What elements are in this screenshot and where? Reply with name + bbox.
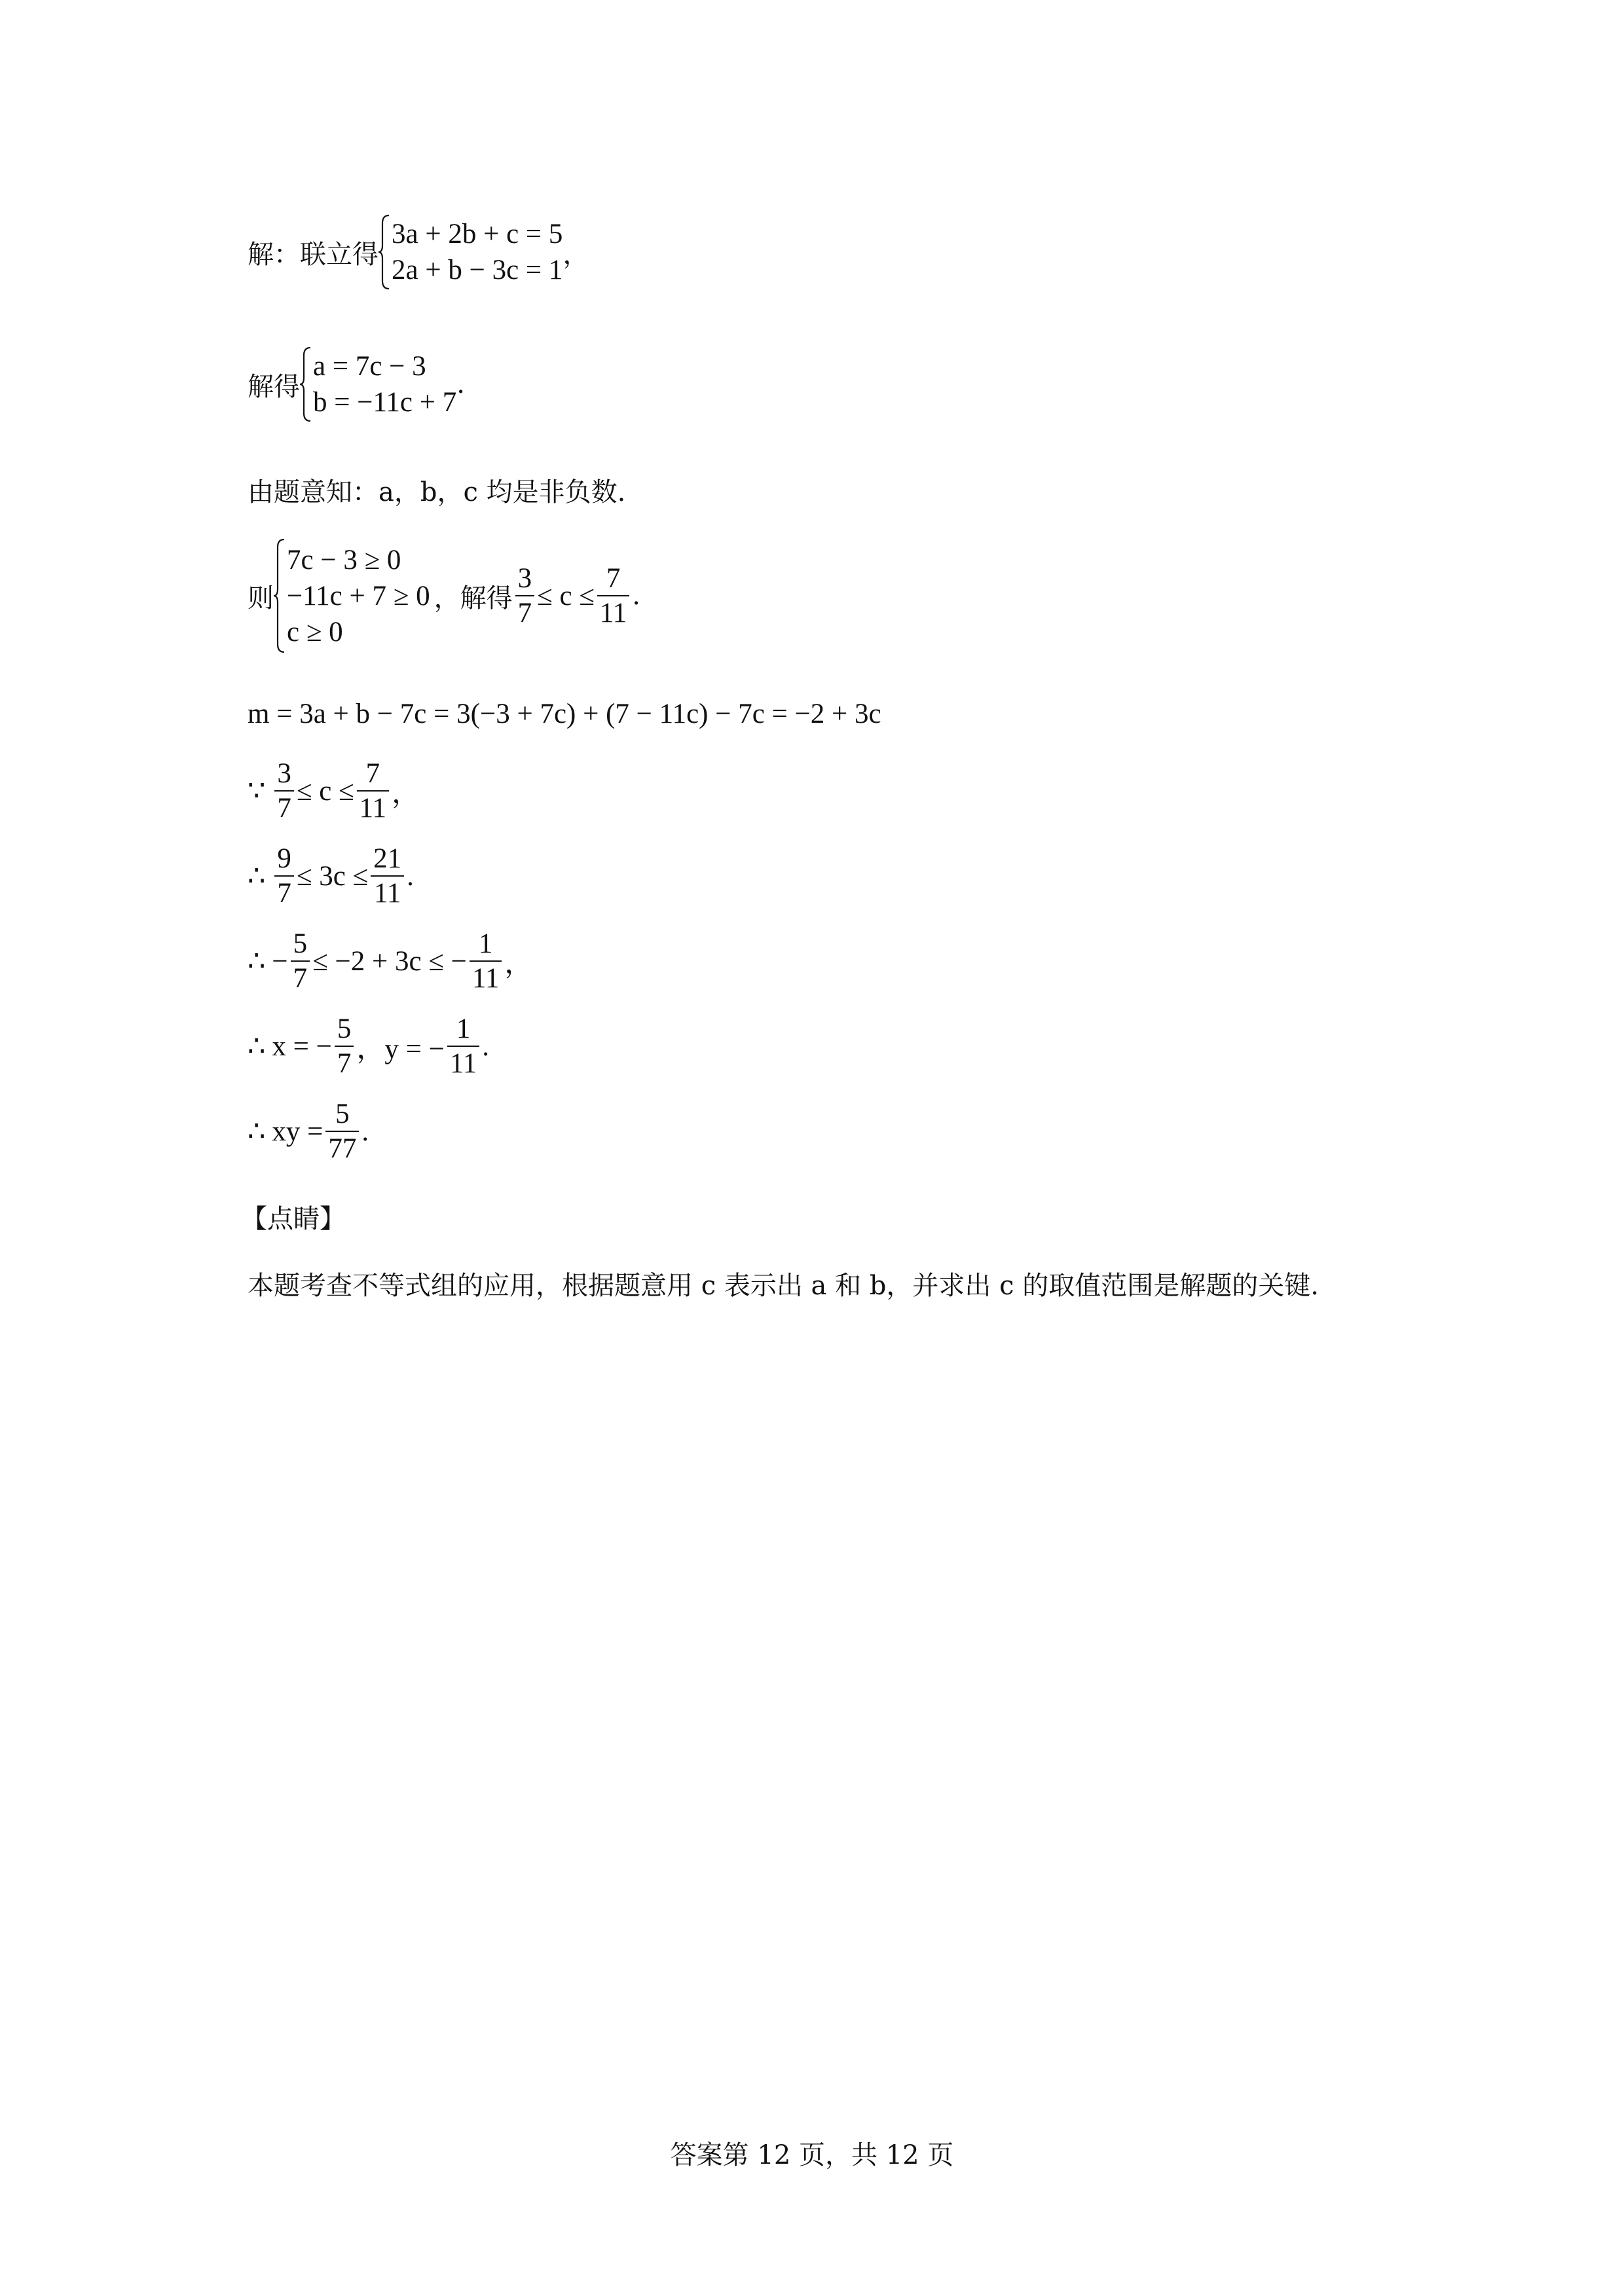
relation: ≤ −2 + 3c ≤ −	[312, 945, 467, 977]
therefore-line	[248, 1015, 489, 1078]
numerator: 3	[517, 563, 532, 594]
equation-row: 3a + 2b + c = 5	[392, 219, 563, 249]
relation: ≤ c ≤	[537, 580, 595, 611]
solve-prefix: 解：联立得	[248, 239, 378, 270]
numerator: 21	[373, 843, 402, 874]
minus-sign: −	[272, 945, 288, 977]
line-suffix: .	[456, 369, 465, 399]
left-brace	[378, 213, 392, 291]
denominator: 11	[599, 598, 627, 629]
equation-row: b = −11c + 7	[313, 387, 457, 418]
equation-row: 2a + b − 3c = 1	[392, 255, 563, 285]
denominator: 7	[277, 793, 291, 824]
comment-text: 本题考查不等式组的应用，根据题意用 c 表示出 a 和 b，并求出 c 的取值范围是解题的关键.	[248, 1271, 1319, 1301]
numerator: 7	[365, 758, 380, 789]
solved-system-line	[248, 345, 465, 424]
line-suffix: ，	[392, 778, 420, 809]
therefore-line	[248, 930, 532, 993]
denominator: 7	[337, 1048, 352, 1079]
fraction	[597, 564, 629, 627]
fraction	[274, 759, 294, 822]
fraction	[357, 759, 389, 822]
inequality-row: −11c + 7 ≥ 0	[287, 580, 430, 611]
x-label: x = −	[272, 1030, 332, 1062]
line-suffix: .	[482, 1030, 490, 1062]
fraction	[335, 1015, 354, 1078]
fraction	[325, 1100, 359, 1163]
denominator: 7	[277, 878, 291, 909]
relation: ≤ 3c ≤	[296, 860, 369, 892]
therefore-symbol: ∴	[248, 1031, 266, 1062]
numerator: 1	[456, 1013, 471, 1044]
mid-text: ，解得	[434, 583, 513, 613]
fraction	[447, 1015, 479, 1078]
therefore-line	[248, 845, 414, 907]
then-prefix: 则	[248, 583, 274, 613]
line-suffix: ，	[563, 239, 589, 270]
left-brace	[274, 537, 287, 655]
m-equation: m = 3a + b − 7c = 3(−3 + 7c) + (7 − 11c) − 7c = −2 + 3c	[248, 699, 881, 729]
numerator: 5	[335, 1099, 350, 1129]
denominator: 11	[449, 1048, 477, 1079]
fraction	[470, 930, 502, 993]
numerator: 9	[277, 843, 291, 874]
inequality-row: 7c − 3 ≥ 0	[287, 544, 401, 575]
relation: ≤ c ≤	[296, 775, 354, 807]
denominator: 11	[373, 878, 401, 909]
comment-heading: 【点睛】	[241, 1204, 346, 1234]
numerator: 3	[277, 758, 291, 789]
fraction	[274, 845, 294, 907]
denominator: 11	[359, 793, 387, 824]
equation-system-1	[378, 213, 563, 291]
condition-text	[248, 471, 625, 509]
page-footer: 答案第 12 页，共 12 页	[670, 2140, 954, 2170]
fraction	[515, 564, 535, 627]
because-symbol: ∵	[248, 776, 266, 807]
left-brace	[300, 345, 313, 424]
equation-system-2	[300, 345, 456, 424]
therefore-symbol: ∴	[248, 946, 266, 977]
line-suffix: ，	[504, 948, 533, 979]
y-label: ，y = −	[356, 1033, 445, 1065]
numerator: 1	[478, 928, 493, 959]
inequality-system-line	[248, 537, 640, 655]
therefore-symbol: ∴	[248, 1116, 266, 1147]
denominator: 77	[328, 1133, 357, 1164]
denominator: 11	[471, 963, 500, 994]
therefore-line	[248, 1100, 369, 1163]
line-suffix: .	[407, 860, 414, 892]
fraction	[371, 845, 404, 907]
fraction	[291, 930, 310, 993]
line-suffix: .	[361, 1116, 369, 1147]
equation-row: a = 7c − 3	[313, 351, 426, 382]
because-line	[248, 759, 420, 822]
denominator: 7	[293, 963, 308, 994]
m-expression	[248, 698, 881, 730]
numerator: 7	[606, 563, 621, 594]
numerator: 5	[337, 1013, 352, 1044]
solve-prefix: 解得	[248, 371, 300, 402]
xy-label: xy =	[272, 1116, 323, 1147]
condition-sentence: 由题意知：a，b，c 均是非负数.	[248, 477, 626, 507]
denominator: 7	[517, 598, 532, 629]
inequality-row: c ≥ 0	[287, 616, 343, 647]
numerator: 5	[293, 928, 308, 959]
therefore-symbol: ∴	[248, 861, 266, 892]
solution-system-line	[248, 213, 589, 291]
line-suffix: .	[632, 581, 641, 611]
inequality-system	[274, 537, 430, 655]
